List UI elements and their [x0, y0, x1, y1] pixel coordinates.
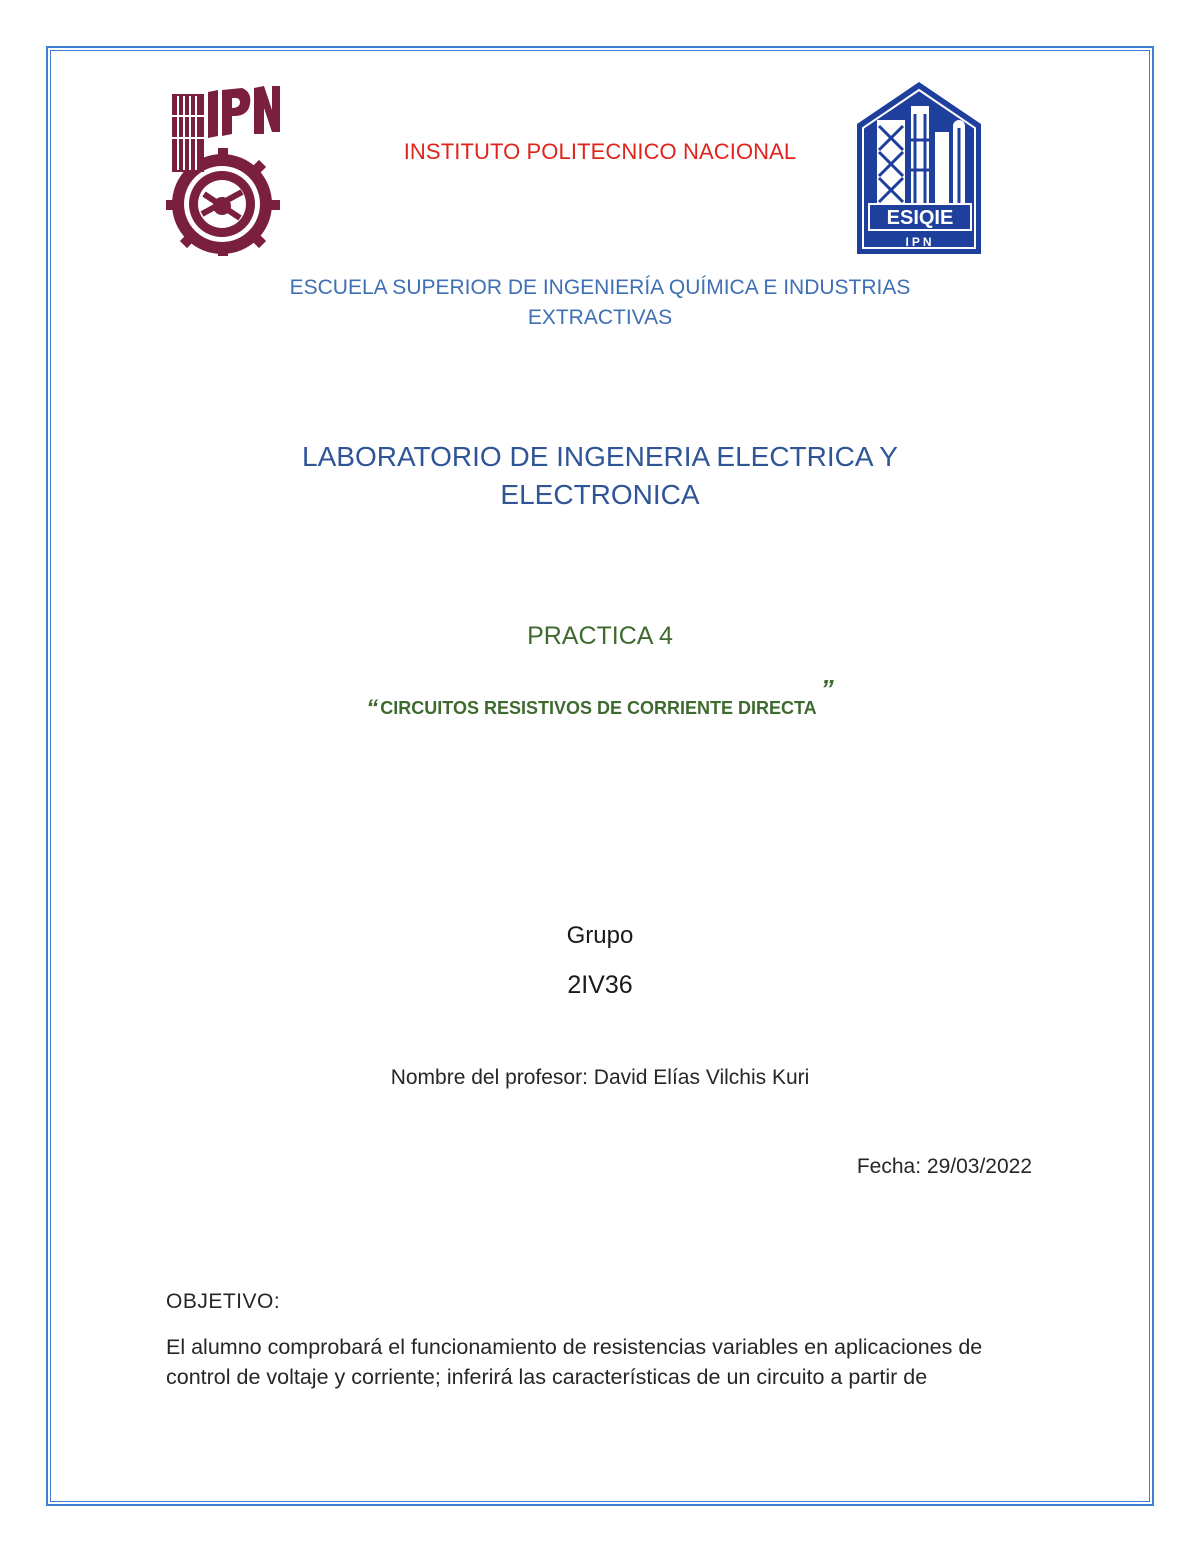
group-value: 2IV36 — [567, 971, 633, 999]
practice-subtitle — [0, 674, 1200, 723]
objective-text: El alumno comprobará el funcionamiento de resistencias variables en aplicaciones de control de voltaje y corriente; inferirá las características de un circuito a partir de — [166, 1335, 983, 1389]
document-date: Fecha: 29/03/2022 — [856, 1155, 1032, 1178]
lab-title-line1: LABORATORIO DE INGENERIA ELECTRICA Y — [302, 441, 898, 472]
page-border-inner — [50, 50, 1150, 1502]
open-quote: “ — [366, 695, 379, 722]
group-label: Grupo — [566, 922, 634, 949]
school-name-line1: ESCUELA SUPERIOR DE INGENIERÍA QUÍMICA E INDUSTRIAS — [289, 276, 911, 299]
ipn-seal-logo — [164, 86, 282, 256]
close-quote: ” — [820, 674, 834, 704]
objective-label: OBJETIVO: — [166, 1290, 281, 1313]
lab-title — [0, 438, 1200, 514]
school-name — [0, 273, 1200, 333]
esiqie-logo-subtext: IPN — [905, 235, 935, 249]
esiqie-logo — [855, 80, 983, 256]
practice-subtitle-text: CIRCUITOS RESISTIVOS DE CORRIENTE DIRECTA — [380, 698, 817, 718]
practice-number: PRACTICA 4 — [527, 622, 673, 650]
professor-name: Nombre del profesor: David Elías Vilchis Kuri — [390, 1066, 810, 1089]
lab-title-line2: ELECTRONICA — [500, 479, 700, 510]
esiqie-logo-text: ESIQIE — [886, 207, 954, 229]
institute-name: INSTITUTO POLITECNICO NACIONAL — [403, 139, 797, 164]
school-name-line2: EXTRACTIVAS — [527, 306, 673, 329]
